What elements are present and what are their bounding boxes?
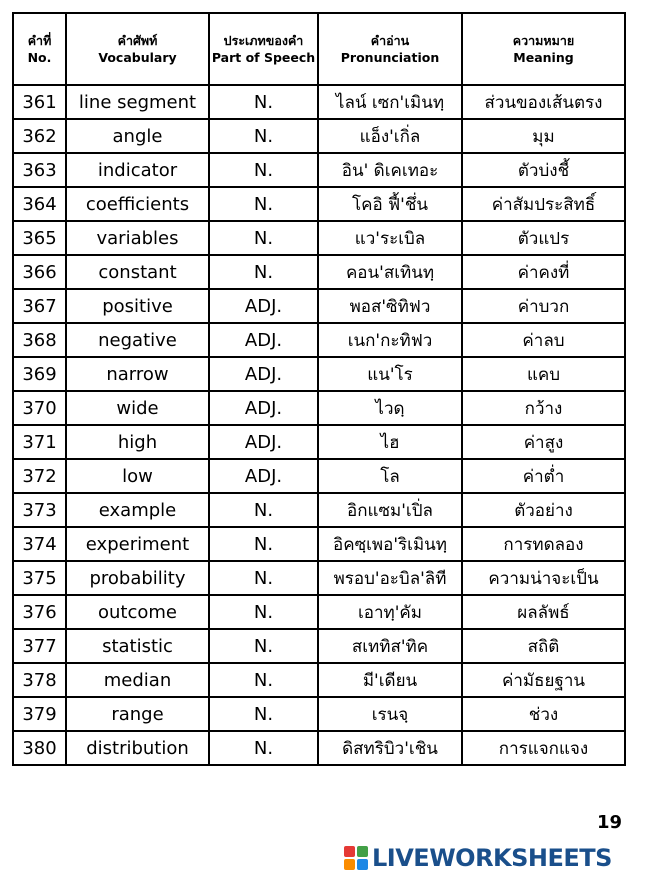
cell-meaning: กว้าง — [462, 391, 625, 425]
cell-vocabulary: distribution — [66, 731, 209, 765]
cell-number: 377 — [13, 629, 66, 663]
cell-meaning: ค่าต่ำ — [462, 459, 625, 493]
cell-pronunciation: แอ็ง'เกิ่ล — [318, 119, 462, 153]
header-pos-th: ประเภทของคำ — [223, 33, 304, 48]
cell-meaning: ค่ามัธยฐาน — [462, 663, 625, 697]
logo-square-orange — [344, 859, 355, 870]
cell-meaning: ตัวแปร — [462, 221, 625, 255]
cell-number: 374 — [13, 527, 66, 561]
table-row — [13, 289, 625, 323]
cell-number: 378 — [13, 663, 66, 697]
header-meaning-th: ความหมาย — [512, 33, 575, 48]
cell-meaning: ผลลัพธ์ — [462, 595, 625, 629]
cell-number: 380 — [13, 731, 66, 765]
cell-number: 369 — [13, 357, 66, 391]
cell-pronunciation: อิคซฺเพอ'ริเมินทฺ — [318, 527, 462, 561]
logo-square-red — [344, 846, 355, 857]
cell-pronunciation: โคอิ ฟี้'ชึ่น — [318, 187, 462, 221]
cell-pronunciation: สเททิส'ทิค — [318, 629, 462, 663]
cell-pronunciation: พรอบ'อะบิล'ลิที — [318, 561, 462, 595]
cell-meaning: ค่าลบ — [462, 323, 625, 357]
cell-vocabulary: outcome — [66, 595, 209, 629]
header-vocabulary-th: คำศัพท์ — [117, 33, 158, 48]
header-pronunciation — [318, 13, 462, 85]
header-vocabulary — [66, 13, 209, 85]
cell-part-of-speech: N. — [209, 85, 318, 119]
cell-number: 363 — [13, 153, 66, 187]
table-row — [13, 493, 625, 527]
header-no-en: No. — [27, 50, 52, 65]
liveworksheets-icon — [344, 846, 368, 870]
cell-pronunciation: เรนจฺ — [318, 697, 462, 731]
cell-meaning: การทดลอง — [462, 527, 625, 561]
cell-part-of-speech: N. — [209, 595, 318, 629]
cell-pronunciation: มี'เดียน — [318, 663, 462, 697]
cell-pronunciation: โล — [318, 459, 462, 493]
cell-part-of-speech: N. — [209, 629, 318, 663]
header-row — [13, 13, 625, 85]
cell-pronunciation: คอน'สเทินทฺ — [318, 255, 462, 289]
table-row — [13, 323, 625, 357]
cell-meaning: ตัวบ่งชี้ — [462, 153, 625, 187]
cell-part-of-speech: ADJ. — [209, 289, 318, 323]
cell-pronunciation: ไฮ — [318, 425, 462, 459]
cell-vocabulary: narrow — [66, 357, 209, 391]
cell-part-of-speech: N. — [209, 561, 318, 595]
cell-pronunciation: เนก'กะทิฟว — [318, 323, 462, 357]
table-row — [13, 697, 625, 731]
table-row — [13, 459, 625, 493]
cell-meaning: ช่วง — [462, 697, 625, 731]
table-row — [13, 85, 625, 119]
cell-pronunciation: แว'ระเบิล — [318, 221, 462, 255]
header-meaning — [462, 13, 625, 85]
cell-vocabulary: line segment — [66, 85, 209, 119]
cell-part-of-speech: N. — [209, 663, 318, 697]
cell-meaning: ค่าคงที่ — [462, 255, 625, 289]
table-row — [13, 425, 625, 459]
page-number: 19 — [596, 812, 622, 833]
cell-part-of-speech: N. — [209, 221, 318, 255]
cell-part-of-speech: ADJ. — [209, 357, 318, 391]
cell-part-of-speech: N. — [209, 527, 318, 561]
cell-part-of-speech: ADJ. — [209, 391, 318, 425]
cell-number: 373 — [13, 493, 66, 527]
cell-vocabulary: negative — [66, 323, 209, 357]
cell-meaning: ค่าสัมประสิทธิ์ — [462, 187, 625, 221]
cell-part-of-speech: ADJ. — [209, 425, 318, 459]
cell-vocabulary: positive — [66, 289, 209, 323]
cell-meaning: ส่วนของเส้นตรง — [462, 85, 625, 119]
cell-part-of-speech: N. — [209, 187, 318, 221]
cell-pronunciation: พอส'ซิทิฟว — [318, 289, 462, 323]
cell-vocabulary: statistic — [66, 629, 209, 663]
cell-part-of-speech: N. — [209, 153, 318, 187]
cell-number: 371 — [13, 425, 66, 459]
cell-part-of-speech: N. — [209, 697, 318, 731]
cell-meaning: ค่าบวก — [462, 289, 625, 323]
table-row — [13, 731, 625, 765]
cell-meaning: แคบ — [462, 357, 625, 391]
table-row — [13, 527, 625, 561]
header-vocabulary-en: Vocabulary — [98, 50, 177, 65]
cell-vocabulary: angle — [66, 119, 209, 153]
cell-number: 365 — [13, 221, 66, 255]
cell-part-of-speech: N. — [209, 731, 318, 765]
cell-number: 362 — [13, 119, 66, 153]
liveworksheets-wordmark: LIVEWORKSHEETS — [372, 844, 612, 872]
cell-meaning: ค่าสูง — [462, 425, 625, 459]
cell-part-of-speech: N. — [209, 493, 318, 527]
cell-vocabulary: constant — [66, 255, 209, 289]
cell-vocabulary: coefficients — [66, 187, 209, 221]
cell-part-of-speech: N. — [209, 255, 318, 289]
cell-part-of-speech: ADJ. — [209, 459, 318, 493]
cell-vocabulary: low — [66, 459, 209, 493]
table-row — [13, 255, 625, 289]
table-row — [13, 221, 625, 255]
header-part-of-speech — [209, 13, 318, 85]
cell-vocabulary: range — [66, 697, 209, 731]
cell-vocabulary: variables — [66, 221, 209, 255]
cell-meaning: มุม — [462, 119, 625, 153]
cell-part-of-speech: N. — [209, 119, 318, 153]
cell-vocabulary: high — [66, 425, 209, 459]
cell-number: 375 — [13, 561, 66, 595]
cell-vocabulary: wide — [66, 391, 209, 425]
cell-number: 366 — [13, 255, 66, 289]
cell-meaning: สถิติ — [462, 629, 625, 663]
cell-number: 372 — [13, 459, 66, 493]
cell-vocabulary: experiment — [66, 527, 209, 561]
header-pron-en: Pronunciation — [340, 50, 440, 65]
header-pos-en: Part of Speech — [211, 50, 316, 65]
cell-meaning: การแจกแจง — [462, 731, 625, 765]
logo-square-green — [357, 846, 368, 857]
cell-meaning: ตัวอย่าง — [462, 493, 625, 527]
liveworksheets-logo — [344, 843, 612, 873]
cell-vocabulary: example — [66, 493, 209, 527]
cell-vocabulary: median — [66, 663, 209, 697]
cell-pronunciation: ไลน์ เซก'เมินทฺ — [318, 85, 462, 119]
table-row — [13, 595, 625, 629]
header-no-th: คำที่ — [27, 33, 52, 48]
header-no — [13, 13, 66, 85]
cell-number: 367 — [13, 289, 66, 323]
table-body — [13, 85, 625, 765]
table-row — [13, 187, 625, 221]
cell-pronunciation: ไวดฺ — [318, 391, 462, 425]
table-row — [13, 561, 625, 595]
vocabulary-table — [12, 12, 626, 766]
cell-number: 370 — [13, 391, 66, 425]
cell-pronunciation: แน'โร — [318, 357, 462, 391]
header-pron-th: คำอ่าน — [370, 33, 410, 48]
cell-pronunciation: ดิสทริบิว'เชิน — [318, 731, 462, 765]
table-row — [13, 153, 625, 187]
logo-square-blue — [357, 859, 368, 870]
cell-vocabulary: indicator — [66, 153, 209, 187]
cell-number: 364 — [13, 187, 66, 221]
header-meaning-en: Meaning — [513, 50, 574, 65]
cell-part-of-speech: ADJ. — [209, 323, 318, 357]
cell-meaning: ความน่าจะเป็น — [462, 561, 625, 595]
table-row — [13, 119, 625, 153]
cell-pronunciation: เอาทฺ'คัม — [318, 595, 462, 629]
table-row — [13, 663, 625, 697]
cell-number: 376 — [13, 595, 66, 629]
cell-pronunciation: อิกแซม'เปิ่ล — [318, 493, 462, 527]
cell-pronunciation: อิน' ดิเคเทอะ — [318, 153, 462, 187]
table-row — [13, 357, 625, 391]
table-row — [13, 391, 625, 425]
cell-number: 361 — [13, 85, 66, 119]
cell-vocabulary: probability — [66, 561, 209, 595]
cell-number: 368 — [13, 323, 66, 357]
table-row — [13, 629, 625, 663]
cell-number: 379 — [13, 697, 66, 731]
